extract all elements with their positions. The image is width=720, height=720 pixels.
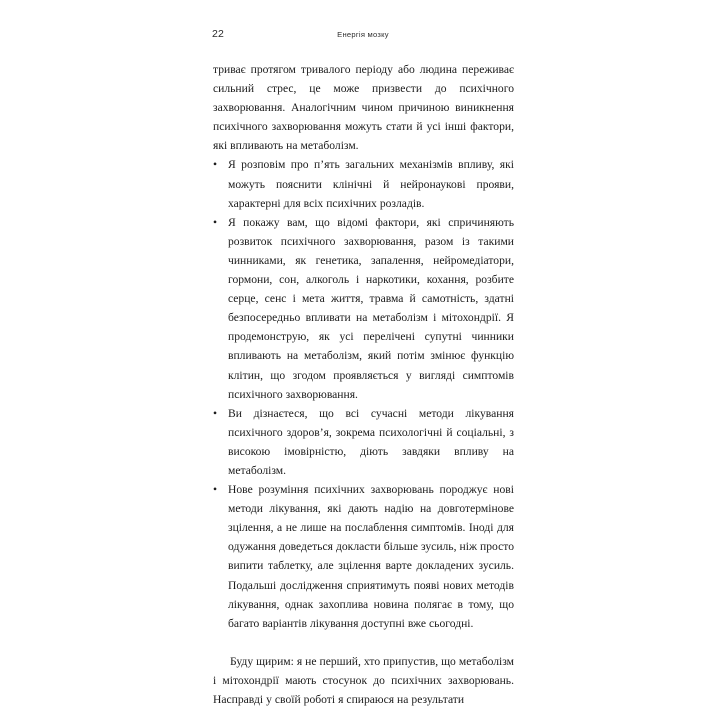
- list-item-text: Ви дізнаєтеся, що всі сучасні методи лікування психічного здоров’я, зокрема психологічні й соціальні, з високою імовірністю, діють завдяки впливу на метаболізм.: [228, 406, 514, 477]
- running-header: [212, 28, 514, 42]
- text-column: [213, 60, 514, 709]
- list-item-text: Я покажу вам, що відомі фактори, які спричиняють розвиток психічного захворювання, разом із такими чинниками, як генетика, запалення, нейромедіатори, гормони, сон, алкоголь і наркотики, кохання, розбите серце, сенс і мета життя, травма й самотність, здатні безпосередньо впливати на метаболізм і мітохондрії. Я продемонструю, як усі перелічені супутні чинники впливають на метаболізм, який потім змінює функцію клітин, що згодом проявляється у вигляді симптомів психічного захворювання.: [228, 215, 514, 401]
- running-head-title: Енергія мозку: [337, 30, 389, 39]
- list-item: [213, 213, 514, 404]
- bullet-icon: •: [213, 158, 218, 172]
- closing-paragraph: Буду щирим: я не перший, хто припустив, що метаболізм і мітохондрії мають стосунок до психічних захворювань. Насправді у своїй роботі я спираюся на результати: [213, 654, 514, 707]
- list-item: [213, 480, 514, 633]
- bullet-list: [213, 155, 529, 632]
- opening-paragraph: триває протягом тривалого періоду або людина переживає сильний стрес, це може призвести до психічного захворювання. Аналогічним чином причиною виникнення психічного захворювання можуть стати й усі інші фактори, які впливають на метаболізм.: [213, 63, 514, 153]
- list-item: [213, 404, 514, 480]
- bullet-icon: •: [213, 483, 218, 497]
- list-item-text: Нове розуміння психічних захворювань породжує нові методи лікування, які дають надію на довготермінове зцілення, а не лише на послаблення симптомів. Іноді для одужання доведеться докласти більше зусиль, ніж просто випити таблетку, але зцілення варте докладених зусиль. Подальші дослідження сприятимуть появі нових методів лікування, однак захоплива новина полягає в тому, що багато варіантів лікування доступні вже сьогодні.: [228, 483, 514, 630]
- bullet-icon: •: [213, 406, 218, 420]
- list-item: [213, 155, 514, 212]
- list-item-text: Я розповім про п’ять загальних механізмів впливу, які можуть пояснити клінічні й нейронаукові прояви, характерні для всіх психічних розладів.: [228, 158, 514, 210]
- bullet-icon: •: [213, 215, 218, 229]
- page-number: 22: [212, 28, 225, 40]
